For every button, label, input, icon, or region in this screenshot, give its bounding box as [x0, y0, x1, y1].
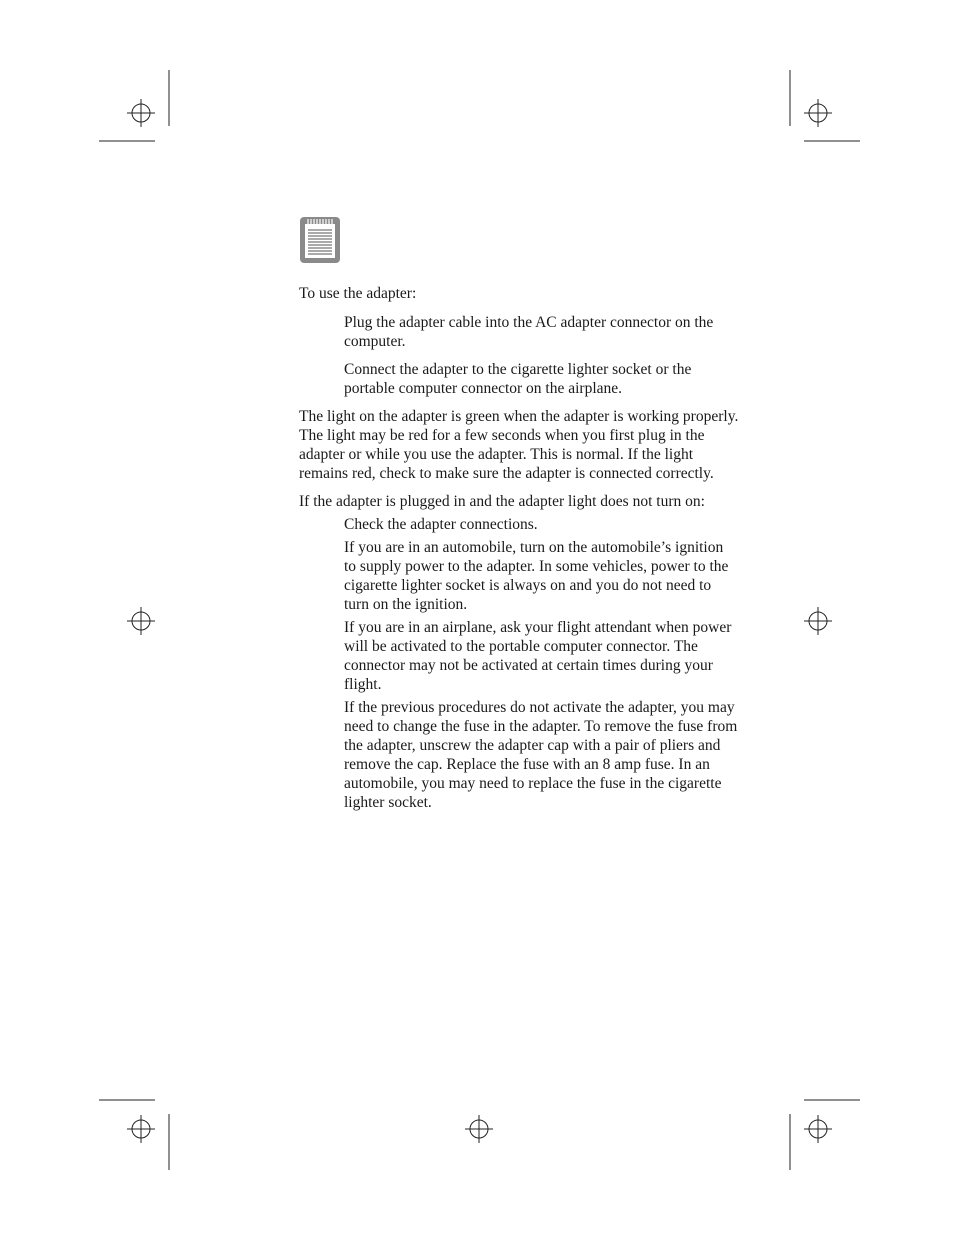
registration-mark-icon: [127, 99, 155, 127]
registration-mark-icon: [127, 607, 155, 635]
registration-mark-icon: [804, 607, 832, 635]
troubleshoot-step: Check the adapter connections.: [344, 516, 538, 533]
notepad-icon: [299, 216, 341, 264]
registration-mark-icon: [804, 99, 832, 127]
registration-mark-icon: [127, 1115, 155, 1143]
use-step: Connect the adapter to the cigarette lighter socket or the portable computer connector on the airplane.: [344, 361, 692, 397]
troubleshoot-step: If the previous procedures do not activate the adapter, you may need to change the fuse in the adapter. To remove the fuse from the adapter, unscrew the adapter cap with a pair of pliers and remove the cap. Replace the fuse with an 8 amp fuse. In an automobile, you may need to replace the fuse in the cigarette lighter socket.: [344, 699, 738, 811]
troubleshoot-intro: If the adapter is plugged in and the adapter light does not turn on:: [299, 493, 705, 510]
troubleshoot-step: If you are in an airplane, ask your flight attendant when power will be activated to the portable computer connector. The connector may not be activated at certain times during your flight.: [344, 619, 732, 693]
registration-mark-icon: [465, 1115, 493, 1143]
registration-mark-icon: [804, 1115, 832, 1143]
use-step: Plug the adapter cable into the AC adapter connector on the computer.: [344, 314, 714, 350]
light-paragraph: The light on the adapter is green when the adapter is working properly. The light may be red for a few seconds when you first plug in the adapter or while you use the adapter. This is normal. If the light remains red, check to make sure the adapter is connected correctly.: [299, 408, 739, 482]
document-body: [299, 284, 739, 816]
intro-text: To use the adapter:: [299, 285, 417, 302]
troubleshoot-step: If you are in an automobile, turn on the automobile’s ignition to supply power to the adapter. In some vehicles, power to the cigarette lighter socket is always on and you do not need to turn on the ignition.: [344, 539, 729, 613]
